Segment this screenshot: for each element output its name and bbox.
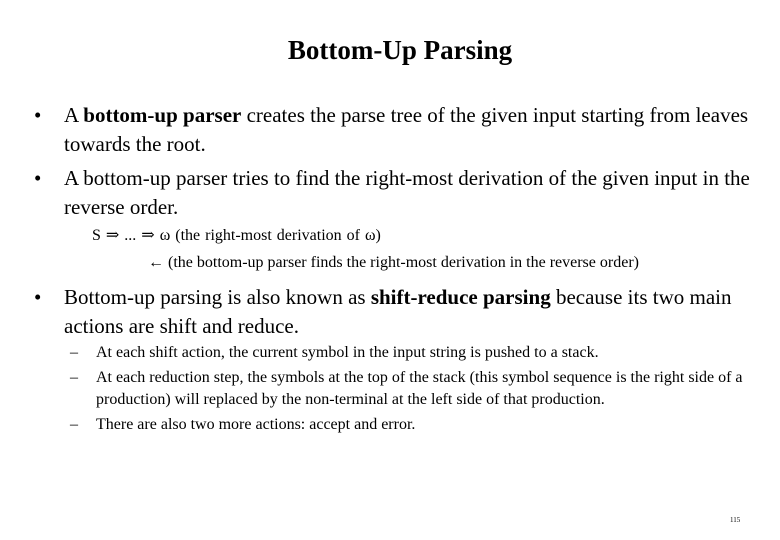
sub-bullet-text: There are also two more actions: accept and error. xyxy=(96,416,416,433)
slide-number: 115 xyxy=(730,516,741,524)
bullet-dot: • xyxy=(34,103,42,127)
sub-bullet-item xyxy=(70,414,770,436)
sub-bullet-dash: – xyxy=(70,369,78,386)
bullet-item xyxy=(34,164,764,222)
bullet-text: Bottom-up parsing is also known as shift-reduce parsing because its two main actions are shift and reduce. xyxy=(64,285,732,338)
bullet-item xyxy=(34,283,764,341)
bold-term: shift-reduce parsing xyxy=(370,285,551,309)
bullet-text: A bottom-up parser creates the parse tree of the given input starting from leaves towards the root. xyxy=(64,103,749,156)
bold-term: bottom-up parser xyxy=(83,103,242,127)
sub-bullet-text: At each shift action, the current symbol in the input string is pushed to a stack. xyxy=(96,344,599,361)
sub-bullet-dash: – xyxy=(70,416,78,433)
sub-bullet-item xyxy=(70,367,770,411)
sub-bullet-text: At each reduction step, the symbols at the top of the stack (this symbol sequence is the right side of a production) will replaced by the non-terminal at the left side of that production. xyxy=(96,369,743,408)
derivation-reverse-line: ← (the bottom-up parser finds the right-most derivation in the reverse order) xyxy=(148,254,639,271)
bullet-dot: • xyxy=(34,166,42,190)
sub-bullet-item xyxy=(70,342,770,364)
sub-bullet-dash: – xyxy=(70,344,78,361)
bullet-text: A bottom-up parser tries to find the right-most derivation of the given input in the reverse order. xyxy=(64,166,750,219)
derivation-line: S ⇒ ... ⇒ ω (the right-most derivation of ω) xyxy=(92,227,381,244)
bullet-dot: • xyxy=(34,285,42,309)
slide-title: Bottom-Up Parsing xyxy=(287,35,513,65)
bullet-item xyxy=(34,101,764,159)
